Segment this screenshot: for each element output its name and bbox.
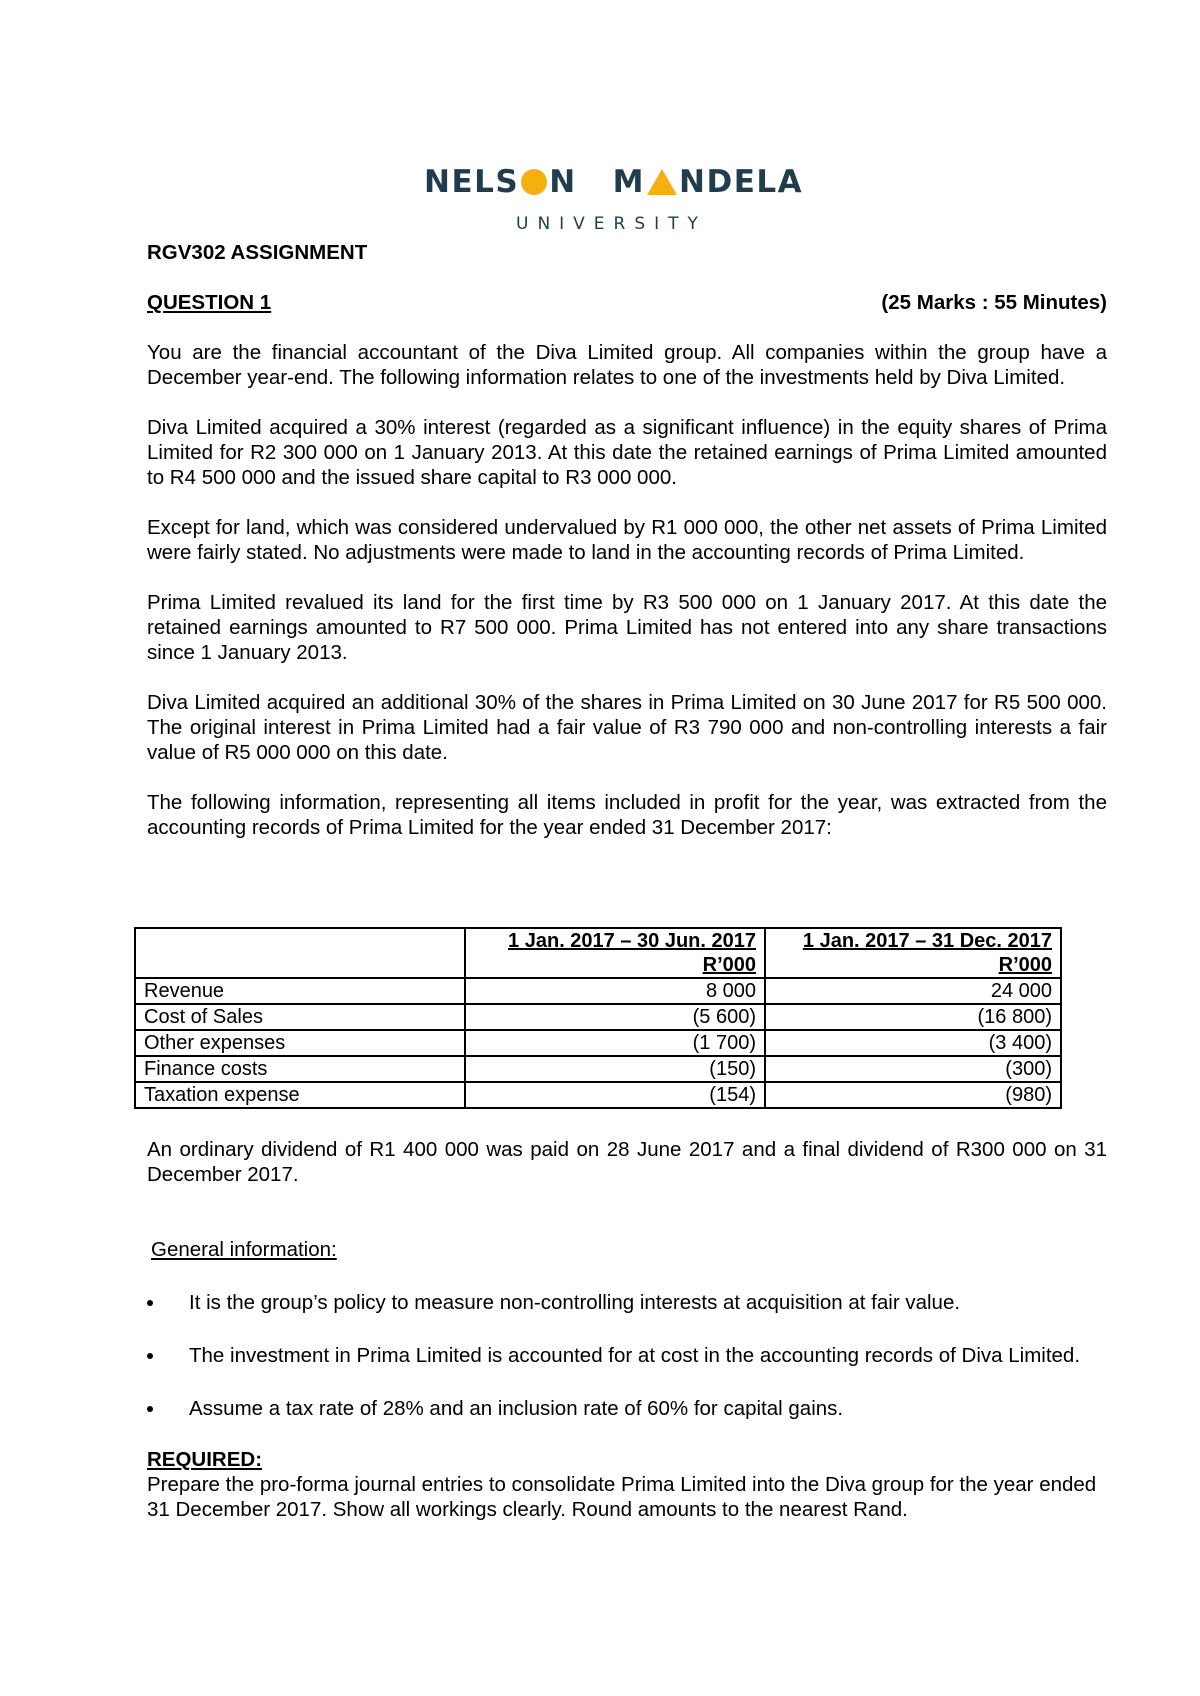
profit-table (134, 927, 1062, 1109)
paragraph-land: Except for land, which was considered undervalued by R1 000 000, the other net assets of Prima Limited were fairly stated. No adjustments were made to land in the accounting records of Prima Limited. (147, 516, 1107, 564)
row-label: Other expenses (135, 1030, 465, 1056)
logo-text-n: N (549, 163, 577, 200)
list-item (147, 1396, 1107, 1421)
list-item-text: The investment in Prima Limited is accounted for at cost in the accounting records of Diva Limited. (189, 1344, 1081, 1367)
row-full-year-value: 24 000 (765, 978, 1061, 1004)
table-header-first-half (465, 928, 765, 978)
assignment-title: RGV302 ASSIGNMENT (147, 241, 368, 264)
list-item (147, 1290, 1107, 1315)
question-header (147, 290, 1107, 315)
required-title: REQUIRED: (147, 1448, 263, 1471)
general-info-list (147, 1290, 1107, 1421)
logo-word-mandela (612, 163, 804, 200)
table-row (135, 1004, 1061, 1030)
required-text: Prepare the pro-forma journal entries to consolidate Prima Limited into the Diva group for the year ended 31 December 2017. Show all workings clearly. Round amounts to the nearest Rand. (147, 1473, 1097, 1521)
general-info-title: General information: (151, 1238, 337, 1261)
lower-content (147, 1137, 1107, 1522)
paragraph-table-intro: The following information, representing all items included in profit for the year, was extracted from the accounting records of Prima Limited for the year ended 31 December 2017: (147, 791, 1107, 839)
header-period: 1 Jan. 2017 – 31 Dec. 2017 (802, 930, 1052, 952)
row-label: Revenue (135, 978, 465, 1004)
table-row (135, 978, 1061, 1004)
logo-word-nelson (424, 163, 577, 200)
row-label: Finance costs (135, 1056, 465, 1082)
bullet-icon (147, 1353, 153, 1359)
question-marks: (25 Marks : 55 Minutes) (881, 291, 1107, 314)
table-row (135, 1030, 1061, 1056)
logo-text-m: M (612, 163, 646, 200)
list-item (147, 1343, 1107, 1368)
row-half-year-value: (150) (465, 1056, 765, 1082)
list-item-text: Assume a tax rate of 28% and an inclusion rate of 60% for capital gains. (189, 1397, 844, 1420)
paragraph-additional-interest: Diva Limited acquired an additional 30% of the shares in Prima Limited on 30 June 2017 for R5 500 000. The original interest in Prima Limited had a fair value of R3 790 000 and non-controlling interests a fair value of R5 000 000 on this date. (147, 691, 1107, 764)
table-row (135, 1082, 1061, 1108)
logo-text-nels: NELS (424, 163, 520, 200)
table-row (135, 1056, 1061, 1082)
main-content (147, 240, 1107, 840)
row-half-year-value: (5 600) (465, 1004, 765, 1030)
paragraph-intro: You are the financial accountant of the Diva Limited group. All companies within the group have a December year-end. The following information relates to one of the investments held by Diva Limited. (147, 341, 1107, 389)
row-label: Taxation expense (135, 1082, 465, 1108)
logo-triangle-icon (647, 169, 677, 195)
row-half-year-value: (1 700) (465, 1030, 765, 1056)
paragraph-acquisition: Diva Limited acquired a 30% interest (regarded as a significant influence) in the equity shares of Prima Limited for R2 300 000 on 1 January 2013. At this date the retained earnings of Prima Limited amounted to R4 500 000 and the issued share capital to R3 000 000. (147, 416, 1107, 489)
header-unit: R’000 (702, 954, 756, 976)
row-full-year-value: (16 800) (765, 1004, 1061, 1030)
logo-text-ndela: NDELA (679, 163, 804, 200)
bullet-icon (147, 1300, 153, 1306)
question-label: QUESTION 1 (147, 291, 272, 314)
list-item-text: It is the group’s policy to measure non-controlling interests at acquisition at fair value. (189, 1291, 961, 1314)
logo-subtitle: UNIVERSITY (516, 214, 707, 234)
table-header-row (135, 928, 1061, 978)
header-unit: R’000 (998, 954, 1052, 976)
table-header-blank (135, 928, 465, 978)
table-header-full-year (765, 928, 1061, 978)
row-full-year-value: (300) (765, 1056, 1061, 1082)
row-half-year-value: (154) (465, 1082, 765, 1108)
row-full-year-value: (980) (765, 1082, 1061, 1108)
row-full-year-value: (3 400) (765, 1030, 1061, 1056)
header-period: 1 Jan. 2017 – 30 Jun. 2017 (508, 930, 756, 952)
row-half-year-value: 8 000 (465, 978, 765, 1004)
logo-circle-icon (521, 169, 547, 195)
bullet-icon (147, 1406, 153, 1412)
university-logo (424, 162, 804, 240)
row-label: Cost of Sales (135, 1004, 465, 1030)
paragraph-revaluation: Prima Limited revalued its land for the first time by R3 500 000 on 1 January 2017. At this date the retained earnings amounted to R7 500 000. Prima Limited has not entered into any share transactions since 1 January 2013. (147, 591, 1107, 664)
paragraph-dividends: An ordinary dividend of R1 400 000 was paid on 28 June 2017 and a final dividend of R300 000 on 31 December 2017. (147, 1138, 1107, 1186)
